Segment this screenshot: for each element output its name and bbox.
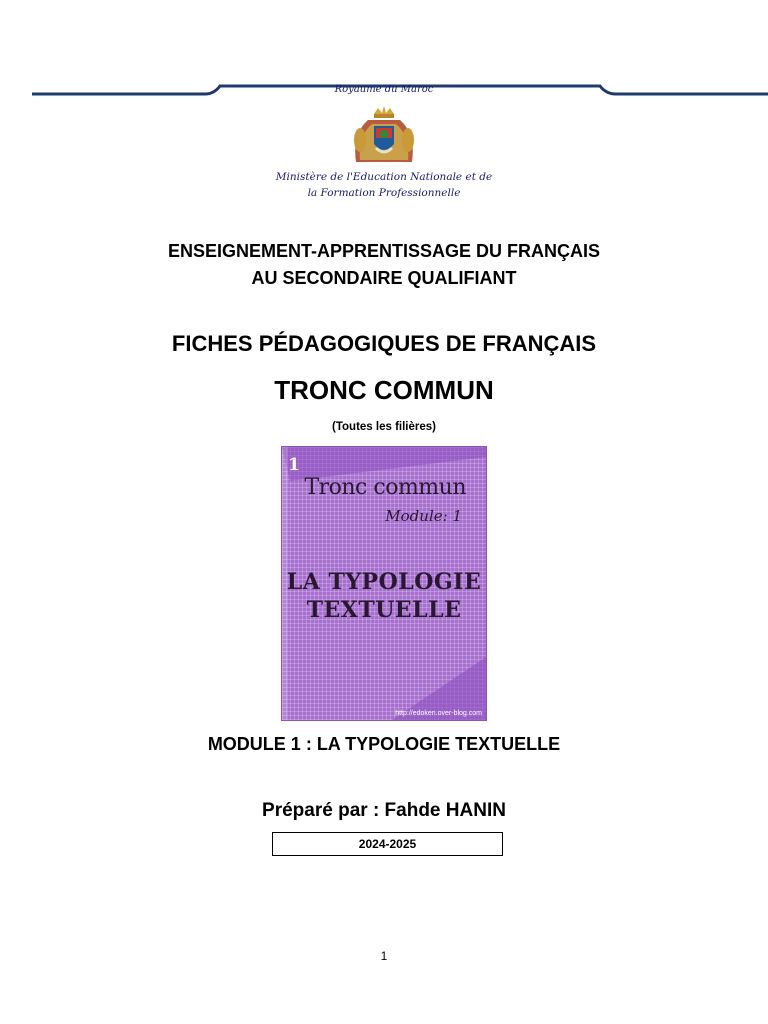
page-number: 1 xyxy=(380,949,388,963)
school-year-box: 2024-2025 xyxy=(272,832,503,856)
cover-url: http://edoken.over-blog.com xyxy=(395,710,482,717)
heading-line1: ENSEIGNEMENT-APPRENTISSAGE DU FRANÇAIS xyxy=(167,241,601,261)
document-subtitle: TRONC COMMUN xyxy=(274,375,494,405)
cover-module: Module: 1 xyxy=(385,507,462,525)
cover-title: Tronc commun xyxy=(304,475,466,500)
cover-heading-line2: TEXTUELLE xyxy=(306,597,462,623)
heading-line2: AU SECONDAIRE QUALIFIANT xyxy=(251,268,517,288)
cover-heading-line1: LA TYPOLOGIE xyxy=(286,569,482,595)
ministry-label-line1: Ministère de l'Education Nationale et de xyxy=(275,171,493,183)
kingdom-label: Royaume du Maroc xyxy=(334,84,434,95)
filieres-note: (Toutes les filières) xyxy=(332,421,436,433)
coat-of-arms-icon xyxy=(346,104,422,168)
ministry-label-line2: la Formation Professionnelle xyxy=(307,187,461,199)
document-title: FICHES PÉDAGOGIQUES DE FRANÇAIS xyxy=(171,331,597,356)
cover-image xyxy=(282,447,486,720)
author-line: Préparé par : Fahde HANIN xyxy=(262,800,506,821)
module-title: MODULE 1 : LA TYPOLOGIE TEXTUELLE xyxy=(207,734,561,754)
cover-number: 1 xyxy=(288,455,300,475)
